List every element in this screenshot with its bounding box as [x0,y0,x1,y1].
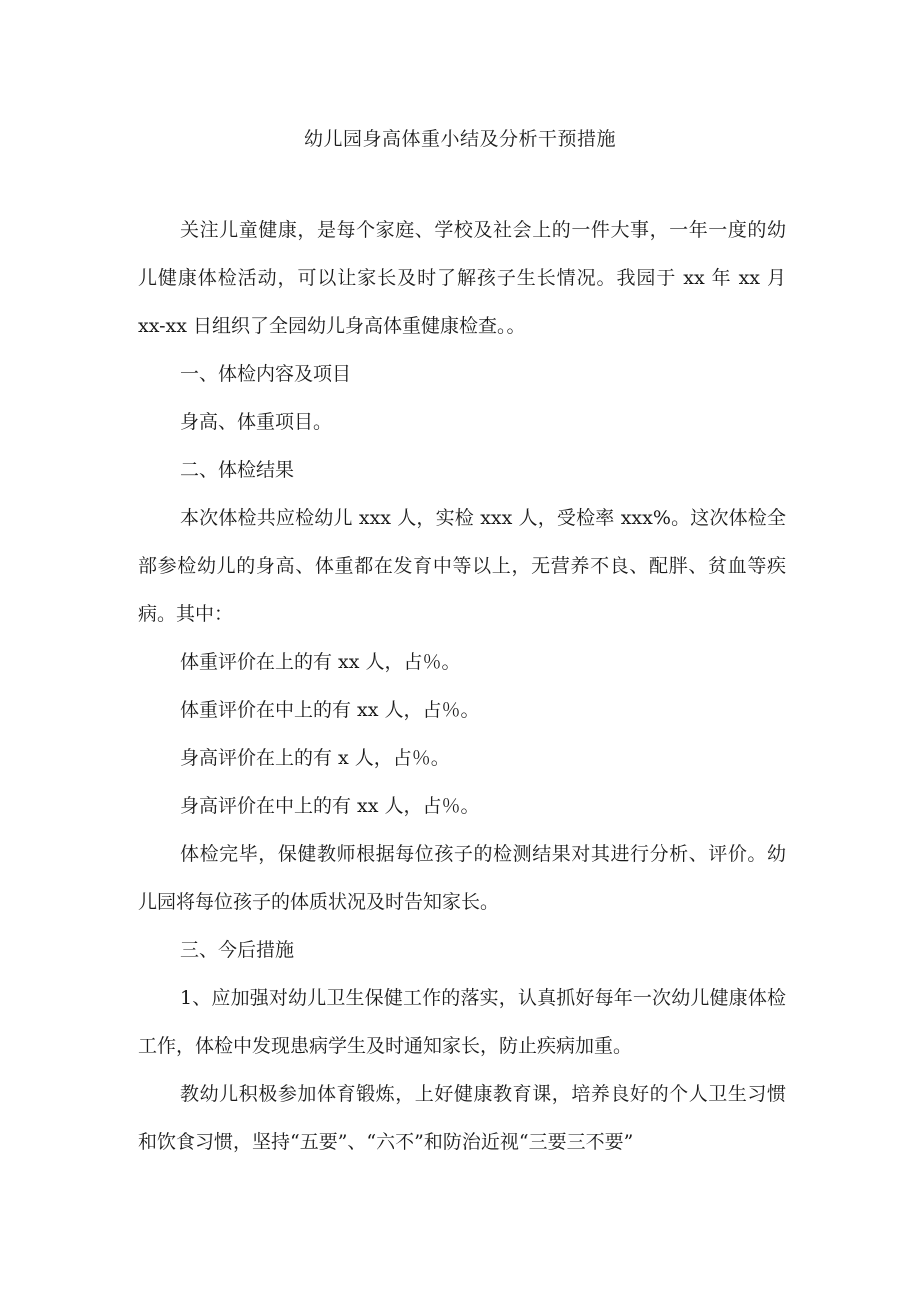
document-body [138,206,786,1166]
heading-section-1: 一、体检内容及项目 [180,363,352,385]
result-weight-top: 体重评价在上的有 xx 人，占％。 [180,651,461,673]
paragraph-items: 身高、体重项目。 [180,411,333,433]
heading-section-2: 二、体检结果 [180,459,295,481]
result-height-top: 身高评价在上的有 x 人，占％。 [180,747,450,769]
paragraph-results: 本次体检共应检幼儿 xxx 人，实检 xxx 人，受检率 xxx%。这次体检全部参检幼儿的身高、体重都在发育中等以上，无营养不良、配胖、贫血等疾病。其中： [138,507,786,625]
paragraph-intro: 关注儿童健康，是每个家庭、学校及社会上的一件大事，一年一度的幼儿健康体检活动，可以让家长及时了解孩子生长情况。我园于 xx 年 xx 月 xx-xx 日组织了全园幼儿身高体重健康检查。。 [138,219,786,337]
measure-1: 1、应加强对幼儿卫生保健工作的落实，认真抓好每年一次幼儿健康体检工作，体检中发现患病学生及时通知家长，防止疾病加重。 [138,987,786,1057]
document-title: 幼儿园身高体重小结及分析干预措施 [303,128,616,150]
paragraph-followup: 体检完毕，保健教师根据每位孩子的检测结果对其进行分析、评价。幼儿园将每位孩子的体质状况及时告知家长。 [138,843,786,913]
result-height-upper-middle: 身高评价在中上的有 xx 人，占％。 [180,795,480,817]
result-weight-upper-middle: 体重评价在中上的有 xx 人，占％。 [180,699,480,721]
measure-exercise: 教幼儿积极参加体育锻炼，上好健康教育课，培养良好的个人卫生习惯和饮食习惯，坚持“五要”、“六不”和防治近视“三要三不要” [138,1083,786,1153]
heading-section-3: 三、今后措施 [180,939,295,961]
